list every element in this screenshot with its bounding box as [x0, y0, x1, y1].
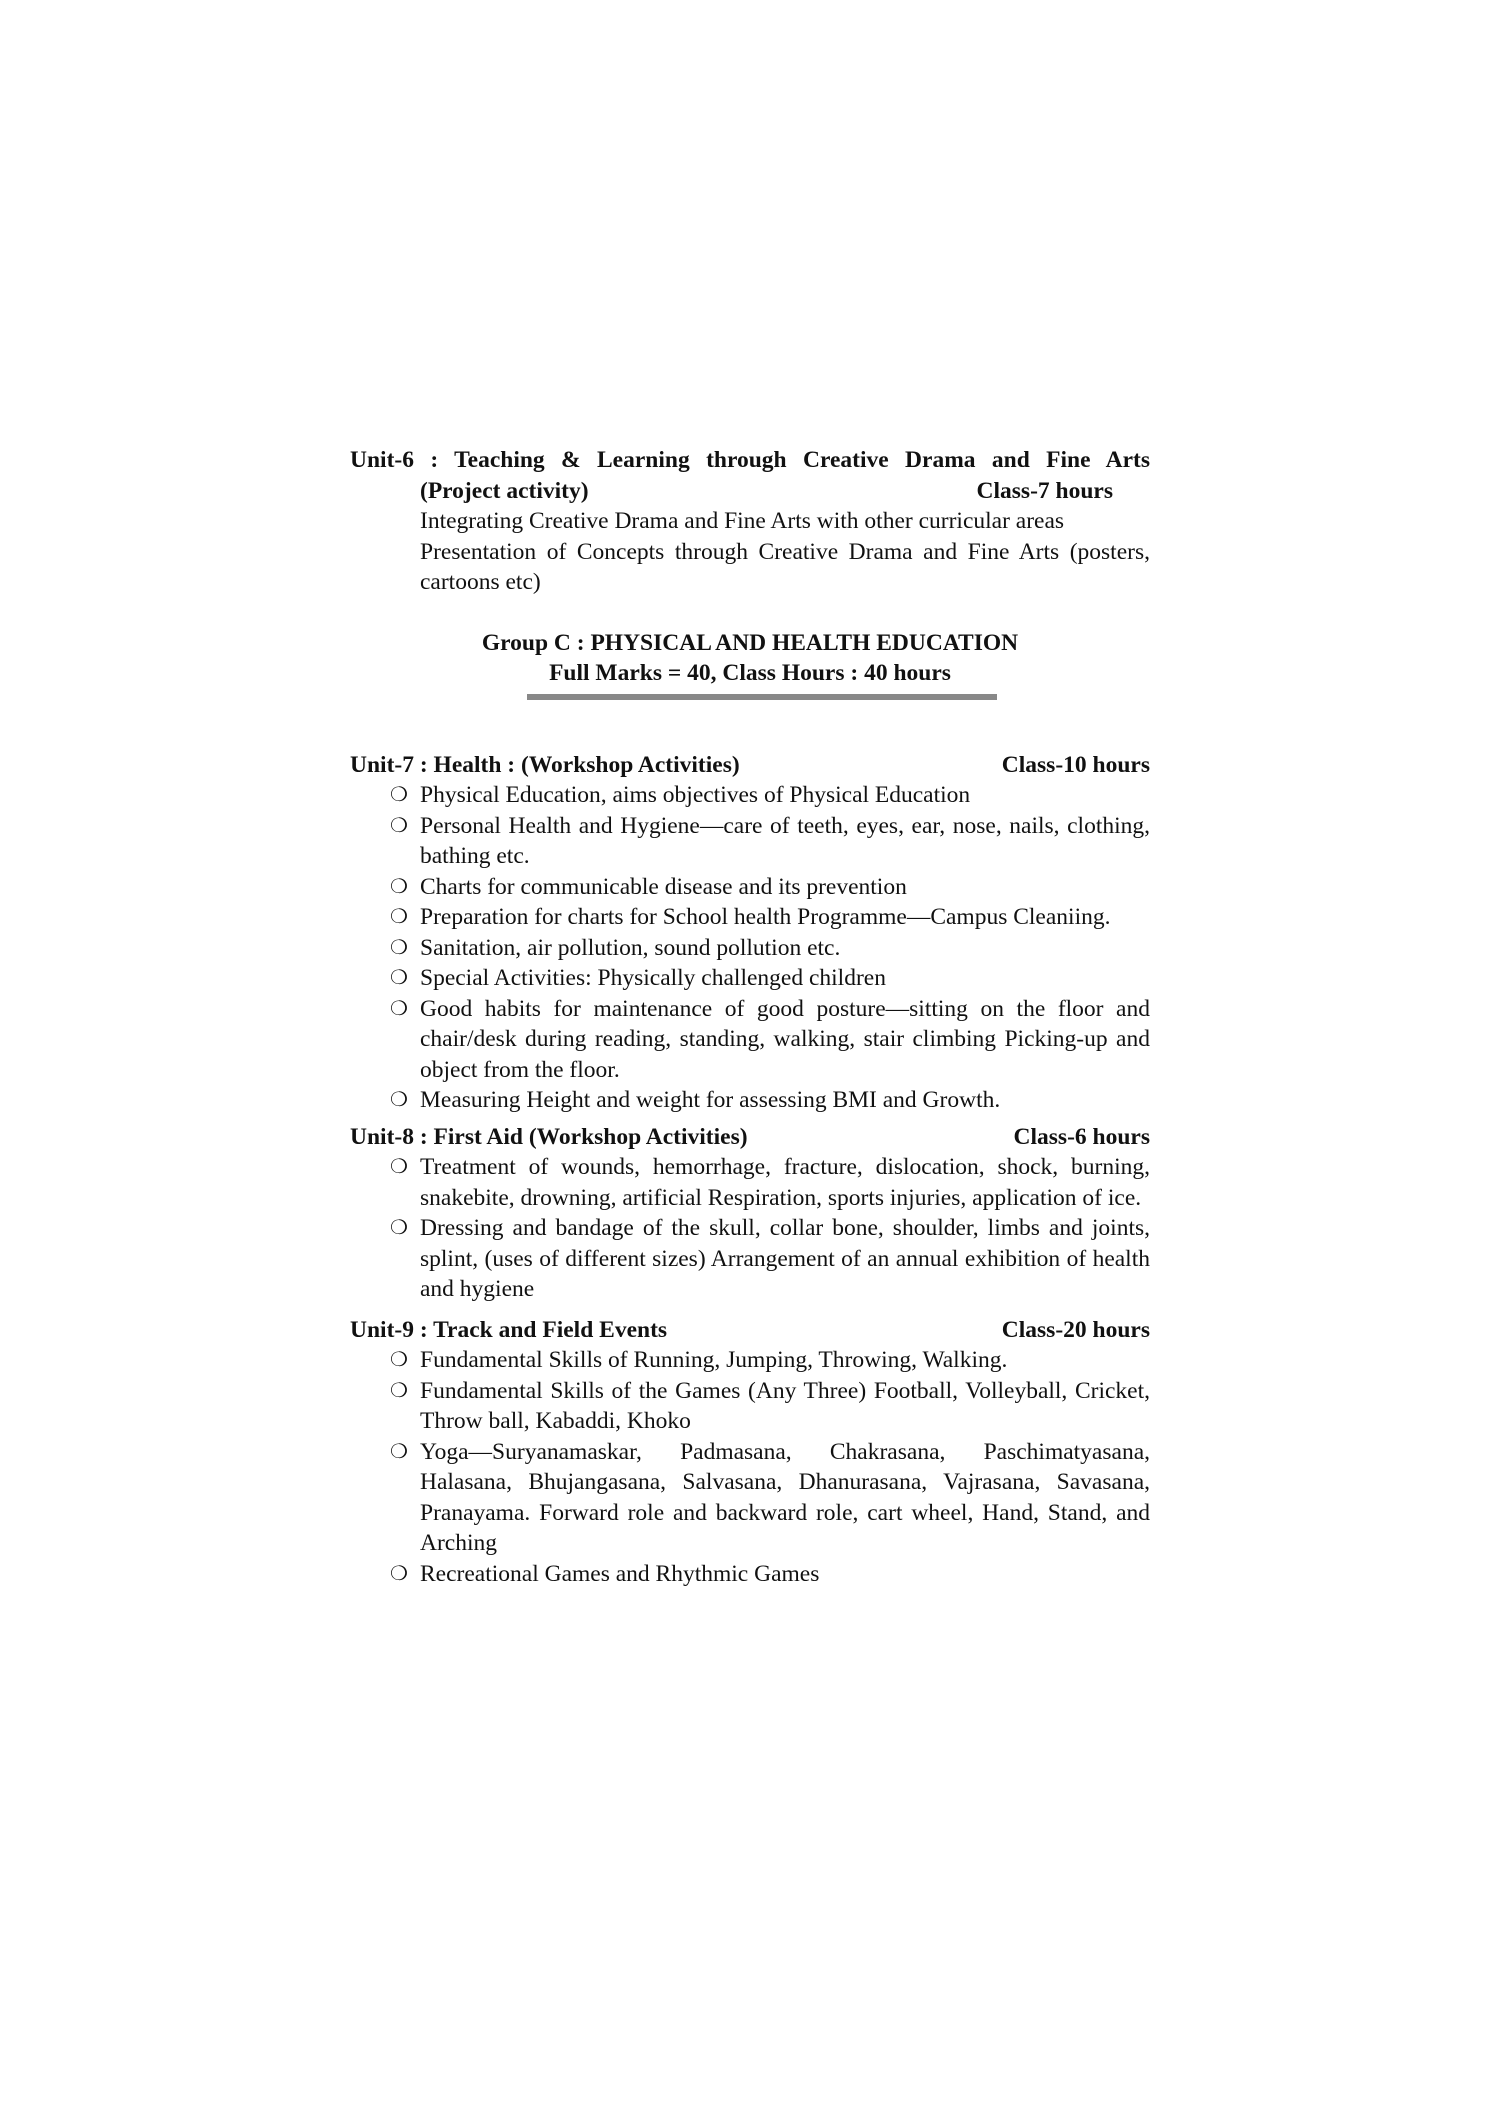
- unit-6-sub-label: (Project activity): [420, 477, 589, 504]
- unit-6-heading: Unit-6 : Teaching & Learning through Creative Drama and Fine Arts: [350, 447, 1150, 473]
- list-item: [390, 1437, 1150, 1559]
- circle-bullet-icon: ❍: [390, 967, 408, 989]
- unit-8-list: [350, 1152, 1150, 1305]
- list-item-text: Physical Education, aims objectives of Physical Education: [420, 782, 971, 808]
- list-item: [390, 872, 1150, 903]
- unit-6-line: Presentation of Concepts through Creative Drama and Fine Arts (posters, cartoons etc): [420, 538, 1150, 595]
- group-c-marks: Full Marks = 40, Class Hours : 40 hours: [549, 660, 951, 686]
- list-item-text: Measuring Height and weight for assessing BMI and Growth.: [420, 1087, 1001, 1113]
- list-item: [390, 963, 1150, 994]
- list-item-text: Treatment of wounds, hemorrhage, fracture, dislocation, shock, burning, snakebite, drowning, artificial Respiration, sports injuries, application of ice.: [420, 1154, 1150, 1211]
- unit-9-section: [350, 1315, 1150, 1590]
- circle-bullet-icon: ❍: [390, 936, 408, 959]
- list-item-text: Fundamental Skills of the Games (Any Three) Football, Volleyball, Cricket, Throw ball, Kabaddi, Khoko: [420, 1377, 1150, 1434]
- unit-6-hours: Class-7 hours: [976, 477, 1113, 504]
- group-c-underline: [527, 694, 997, 700]
- circle-bullet-icon: ❍: [390, 1379, 408, 1402]
- circle-bullet-icon: ❍: [390, 814, 408, 837]
- list-item: [390, 811, 1150, 872]
- list-item-text: Yoga—Suryanamaskar, Padmasana, Chakrasana, Paschimatyasana, Halasana, Bhujangasana, Salvasana, Dhanurasana, Vajrasana, Savasana, Pranayama. Forward role and backward role, cart wheel, Hand, Stand, and Arching: [420, 1438, 1150, 1556]
- unit-9-heading: Unit-9 : Track and Field Events: [350, 1316, 668, 1343]
- unit-9-list: [350, 1345, 1150, 1589]
- unit-9-hours: Class-20 hours: [1001, 1316, 1150, 1343]
- list-item: [390, 1345, 1150, 1376]
- group-c-header: [350, 628, 1150, 700]
- circle-bullet-icon: ❍: [390, 1349, 408, 1371]
- circle-bullet-icon: ❍: [390, 997, 408, 1020]
- circle-bullet-icon: ❍: [390, 1440, 408, 1463]
- list-item: [390, 1213, 1150, 1305]
- list-item: [390, 1376, 1150, 1437]
- unit-6-subheading: [350, 476, 1150, 507]
- list-item-text: Dressing and bandage of the skull, collar bone, shoulder, limbs and joints, splint, (uses of different sizes) Arrangement of an annual exhibition of health and hygiene: [420, 1215, 1150, 1302]
- unit-7-list: [350, 780, 1150, 1116]
- unit-7-heading: Unit-7 : Health : (Workshop Activities): [350, 751, 740, 778]
- circle-bullet-icon: ❍: [390, 1089, 408, 1111]
- list-item-text: Recreational Games and Rhythmic Games: [420, 1560, 820, 1587]
- circle-bullet-icon: ❍: [390, 1156, 408, 1178]
- list-item-text: Charts for communicable disease and its prevention: [420, 873, 907, 900]
- list-item-text: Preparation for charts for School health Programme—Campus Cleaniing.: [420, 904, 1111, 930]
- circle-bullet-icon: ❍: [390, 784, 408, 806]
- unit-8-heading: Unit-8 : First Aid (Workshop Activities): [350, 1123, 748, 1150]
- list-item: [390, 994, 1150, 1086]
- circle-bullet-icon: ❍: [390, 875, 408, 898]
- list-item: [390, 780, 1150, 811]
- list-item: [390, 1152, 1150, 1213]
- list-item: [390, 933, 1150, 964]
- unit-9-heading-row: [350, 1315, 1150, 1346]
- unit-7-section: [350, 750, 1150, 1116]
- list-item: [390, 1559, 1150, 1590]
- circle-bullet-icon: ❍: [390, 906, 408, 928]
- circle-bullet-icon: ❍: [390, 1562, 408, 1585]
- list-item-text: Good habits for maintenance of good posture—sitting on the floor and chair/desk during reading, standing, walking, stair climbing Picking-up and object from the floor.: [420, 995, 1150, 1083]
- unit-7-heading-row: [350, 750, 1150, 781]
- unit-7-hours: Class-10 hours: [1001, 751, 1150, 778]
- unit-6-line: Integrating Creative Drama and Fine Arts with other curricular areas: [420, 508, 1065, 534]
- list-item: [390, 902, 1150, 933]
- list-item: [390, 1085, 1150, 1116]
- list-item-text: Personal Health and Hygiene—care of teeth, eyes, ear, nose, nails, clothing, bathing etc.: [420, 812, 1150, 869]
- list-item-text: Sanitation, air pollution, sound pollution etc.: [420, 934, 841, 961]
- list-item-text: Fundamental Skills of Running, Jumping, Throwing, Walking.: [420, 1347, 1008, 1373]
- unit-8-hours: Class-6 hours: [1013, 1123, 1150, 1150]
- unit-6-section: [350, 445, 1150, 598]
- group-c-title: Group C : PHYSICAL AND HEALTH EDUCATION: [481, 629, 1019, 656]
- list-item-text: Special Activities: Physically challenged children: [420, 965, 886, 991]
- unit-8-heading-row: [350, 1122, 1150, 1153]
- unit-8-section: [350, 1122, 1150, 1305]
- syllabus-content: [350, 445, 1150, 1589]
- circle-bullet-icon: ❍: [390, 1217, 408, 1239]
